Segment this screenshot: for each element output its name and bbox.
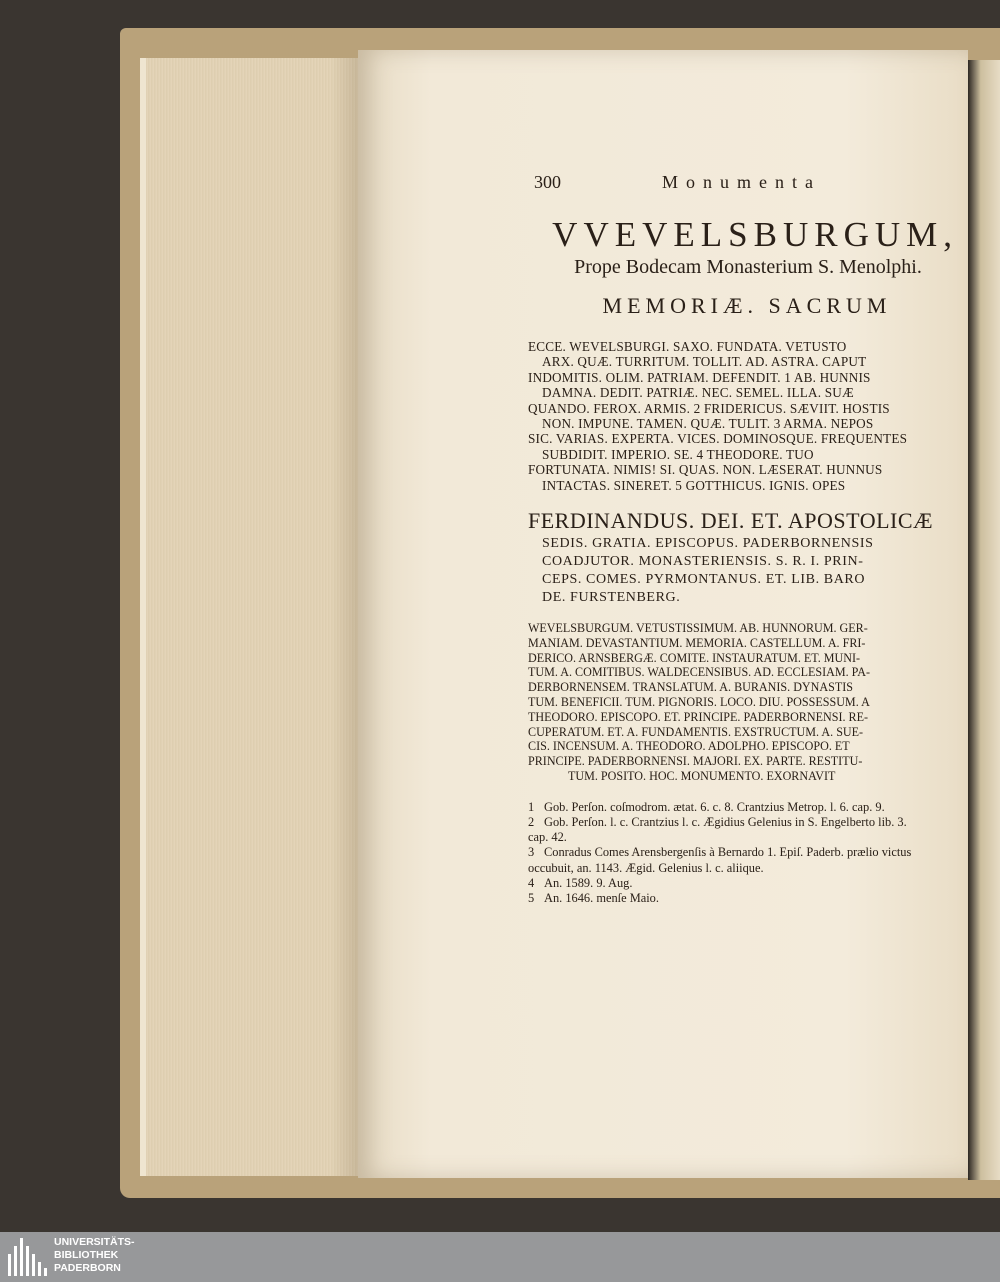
ferdinand-first-line: FERDINANDUS. DEI. ET. APOSTOLICÆ	[528, 508, 934, 534]
verse-line: ECCE. WEVELSBURGI. SAXO. FUNDATA. VETUSTO	[528, 339, 847, 354]
inscription-line: TUM. BENEFICII. TUM. PIGNORIS. LOCO. DIU. POSSESSUM. A	[528, 695, 870, 710]
inscription-line: WEVELSBURGUM. VETUSTISSIMUM. AB. HUNNORUM. GER-	[528, 621, 868, 636]
facing-page-edge	[968, 60, 1000, 1180]
ferdinand-line: COADJUTOR. MONASTERIENSIS. S. R. I. PRIN-	[542, 554, 864, 570]
library-name-line: PADERBORN	[54, 1262, 121, 1274]
footnote-number: 1	[528, 799, 535, 814]
verse-line: NON. IMPUNE. TAMEN. QUÆ. TULIT. 3 ARMA. NEPOS	[542, 416, 874, 432]
library-name	[54, 1236, 135, 1275]
verse-line: INDOMITIS. OLIM. PATRIAM. DEFENDIT. 1 AB. HUNNIS	[528, 369, 871, 385]
footnote-text: An. 1646. menſe Maio.	[544, 891, 659, 906]
running-title: Monumenta	[662, 172, 821, 192]
verse-line: SUBDIDIT. IMPERIO. SE. 4 THEODORE. TUO	[542, 446, 814, 462]
subtitle: Prope Bodecam Monasterium S. Menolphi.	[574, 256, 922, 278]
footnote-number: 3	[528, 845, 535, 860]
footnote	[528, 845, 958, 875]
ferdinand-line: DE. FURSTENBERG.	[542, 590, 681, 606]
inscription-line: MANIAM. DEVASTANTIUM. MEMORIA. CASTELLUM. A. FRI-	[528, 635, 866, 650]
footnote	[528, 876, 958, 891]
footnote-number: 5	[528, 891, 535, 906]
verse-line: SIC. VARIAS. EXPERTA. VICES. DOMINOSQUE. FREQUENTES	[528, 431, 908, 447]
castle-inscription	[528, 621, 958, 784]
verse-line: FORTUNATA. NIMIS! SI. QUAS. NON. LÆSERAT. HUNNUS	[528, 462, 883, 478]
footnote	[528, 815, 958, 845]
inscription-line: DERBORNENSEM. TRANSLATUM. A. BURANIS. DYNASTIS	[528, 680, 854, 695]
library-name-line: UNIVERSITÄTS-	[54, 1236, 135, 1248]
ferdinand-line: CEPS. COMES. PYRMONTANUS. ET. LIB. BARO	[542, 572, 866, 588]
footnote	[528, 800, 958, 815]
verse-line: ARX. QUÆ. TURRITUM. TOLLIT. AD. ASTRA. CAPUT	[542, 354, 867, 370]
inscription-line: DERICO. ARNSBERGÆ. COMITE. INSTAURATUM. ET. MUNI-	[528, 650, 861, 665]
verse-line: QUANDO. FEROX. ARMIS. 2 FRIDERICUS. SÆVIIT. HOSTIS	[528, 400, 890, 416]
footnote-continuation: cap. 42.	[528, 830, 567, 845]
verse-inscription	[528, 339, 958, 493]
footnote-text: Gob. Perſon. coſmodrom. ætat. 6. c. 8. Crantzius Metrop. l. 6. cap. 9.	[544, 799, 885, 814]
footnote-number: 2	[528, 815, 535, 830]
inscription-line: THEODORO. EPISCOPO. ET. PRINCIPE. PADERBORNENSI. RE-	[528, 709, 868, 724]
inscription-line: TUM. A. COMITIBUS. WALDECENSIBUS. AD. ECCLESIAM. PA-	[528, 665, 871, 680]
footnote-text: An. 1589. 9. Aug.	[544, 875, 633, 890]
verse-line: INTACTAS. SINERET. 5 GOTTHICUS. IGNIS. OPES	[542, 477, 846, 493]
verse-line: DAMNA. DEDIT. PATRIÆ. NEC. SEMEL. ILLA. SUÆ	[542, 385, 854, 401]
ferdinand-inscription	[528, 507, 958, 607]
library-name-line: BIBLIOTHEK	[54, 1249, 119, 1261]
ferdinand-line: SEDIS. GRATIA. EPISCOPUS. PADERBORNENSIS	[542, 536, 874, 552]
footnote-number: 4	[528, 875, 535, 890]
page-block-edge	[140, 58, 371, 1176]
page-title: VVEVELSBURGUM,	[552, 215, 958, 254]
running-head	[528, 172, 958, 198]
inscription-line: CIS. INCENSUM. A. THEODORO. ADOLPHO. EPISCOPO. ET	[528, 739, 850, 754]
dedication-heading: MEMORIÆ. SACRUM	[602, 293, 892, 318]
library-footer	[0, 1232, 1000, 1282]
footnote-continuation: occubuit, an. 1143. Ægid. Gelenius l. c. aliique.	[528, 860, 764, 875]
footnote	[528, 891, 958, 906]
footnotes	[528, 800, 958, 906]
page-content	[528, 172, 958, 906]
inscription-line: CUPERATUM. ET. A. FUNDAMENTIS. EXSTRUCTUM. A. SUE-	[528, 724, 864, 739]
inscription-line: TUM. POSITO. HOC. MONUMENTO. EXORNAVIT	[568, 769, 836, 784]
page-number: 300	[534, 172, 561, 192]
inscription-line: PRINCIPE. PADERBORNENSI. MAJORI. EX. PARTE. RESTITU-	[528, 754, 863, 769]
footnote-text: Conradus Comes Arensbergenſis à Bernardo 1. Epiſ. Paderb. prælio victus	[544, 845, 912, 860]
footnote-text: Gob. Perſon. l. c. Crantzius l. c. Ægidius Gelenius in S. Engelberto lib. 3.	[544, 815, 907, 830]
library-logo-icon	[8, 1238, 48, 1276]
